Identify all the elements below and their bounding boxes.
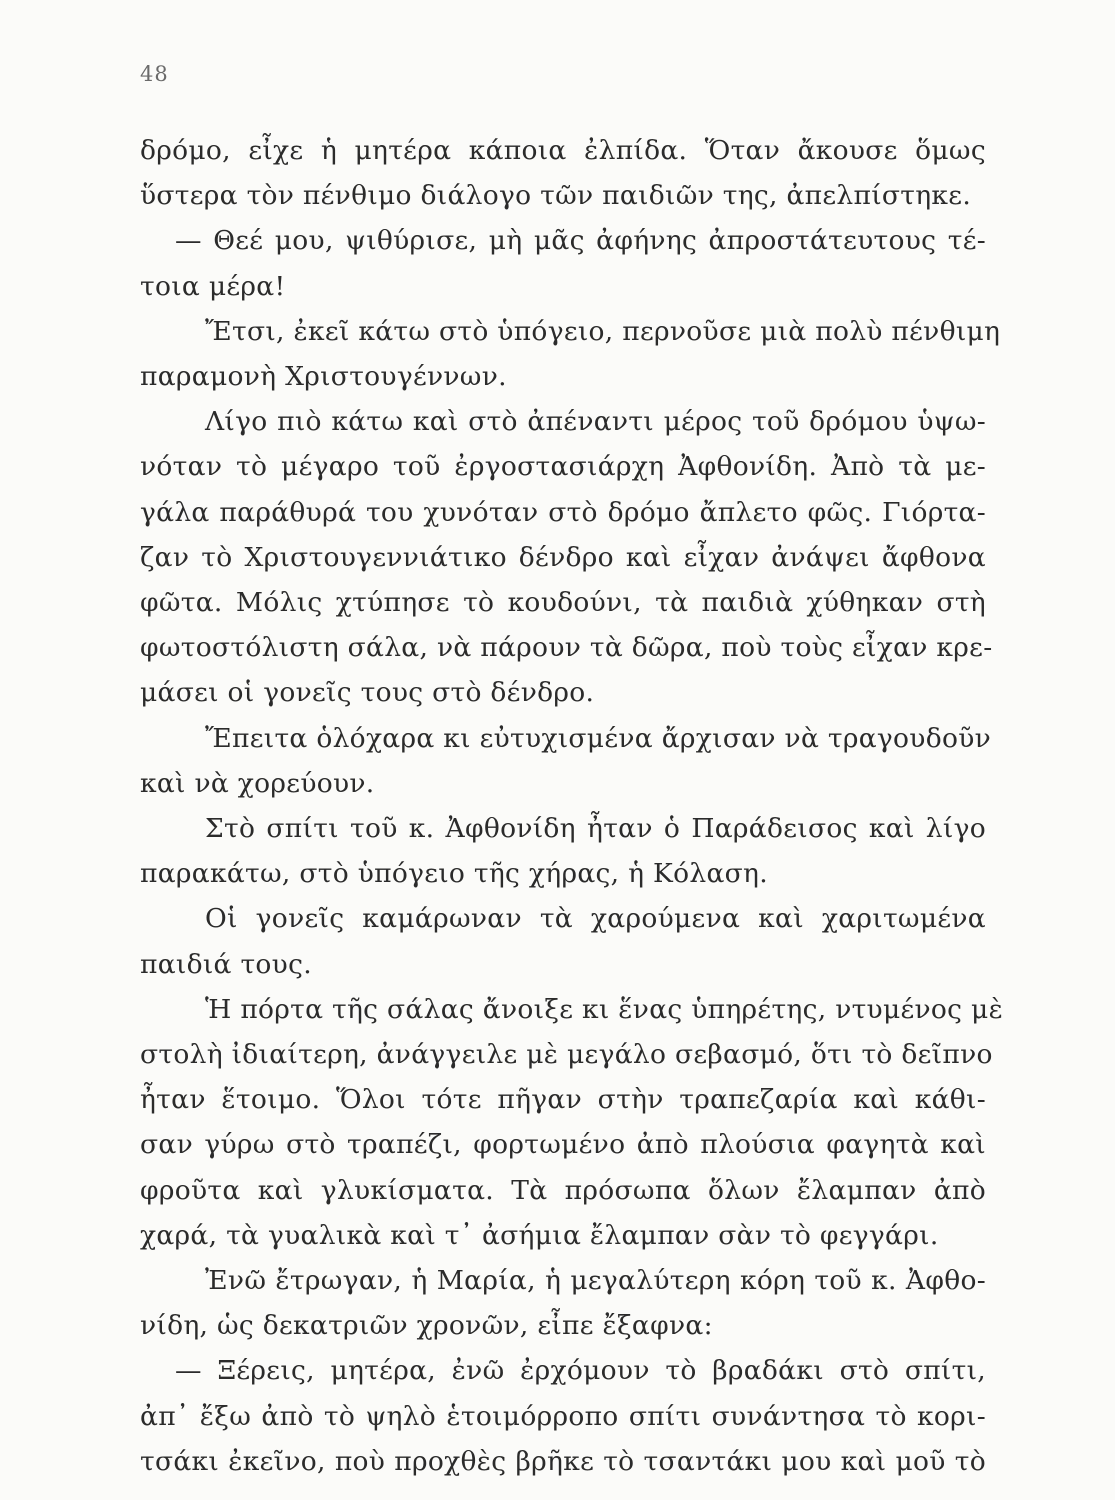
text-line: — Ξέρεις, μητέρα, ἐνῶ ἐρχόμουν τὸ βραδάκι στὸ σπίτι, bbox=[175, 1355, 986, 1387]
text-line: Οἱ γονεῖς καμάρωναν τὰ χαρούμενα καὶ χαριτωμένα bbox=[205, 903, 986, 935]
page-number: 48 bbox=[140, 62, 169, 86]
text-line: ἦταν ἕτοιμο. Ὅλοι τότε πῆγαν στὴν τραπεζαρία καὶ κάθι- bbox=[140, 1084, 986, 1116]
text-line: ζαν τὸ Χριστουγεννιάτικο δένδρο καὶ εἶχαν ἀνάψει ἄφθονα bbox=[140, 541, 986, 573]
text-line: Ἐνῶ ἔτρωγαν, ἡ Μαρία, ἡ μεγαλύτερη κόρη τοῦ κ. Ἀφθο- bbox=[205, 1265, 986, 1296]
text-line: σαν γύρω στὸ τραπέζι, φορτωμένο ἀπὸ πλούσια φαγητὰ καὶ bbox=[140, 1129, 986, 1161]
text-line: Λίγο πιὸ κάτω καὶ στὸ ἀπέναντι μέρος τοῦ δρόμου ὑψω- bbox=[205, 406, 986, 438]
text-line: ἀπ᾽ ἔξω ἀπὸ τὸ ψηλὸ ἑτοιμόρροπο σπίτι συνάντησα τὸ κορι- bbox=[140, 1400, 986, 1432]
text-line: τοια μέρα! bbox=[140, 270, 286, 302]
text-line: — Θεέ μου, ψιθύρισε, μὴ μᾶς ἀφήνης ἀπροστάτευτους τέ- bbox=[175, 225, 986, 257]
text-line: παιδιά τους. bbox=[140, 948, 312, 980]
text-line: μάσει οἱ γονεῖς τους στὸ δένδρο. bbox=[140, 677, 595, 709]
text-line: τσάκι ἐκεῖνο, ποὺ προχθὲς βρῆκε τὸ τσαντάκι μου καὶ μοῦ τὸ bbox=[140, 1445, 986, 1477]
text-line: Ἔτσι, ἐκεῖ κάτω στὸ ὑπόγειο, περνοῦσε μιὰ πολὺ πένθιμη bbox=[205, 315, 1001, 347]
text-line: φροῦτα καὶ γλυκίσματα. Τὰ πρόσωπα ὅλων ἔλαμπαν ἀπὸ bbox=[140, 1174, 986, 1206]
text-line: δρόμο, εἶχε ἡ μητέρα κάποια ἐλπίδα. Ὅταν ἄκουσε ὅμως bbox=[140, 135, 986, 166]
text-line: νίδη, ὡς δεκατριῶν χρονῶν, εἶπε ἔξαφνα: bbox=[140, 1310, 713, 1342]
text-line: παρακάτω, στὸ ὑπόγειο τῆς χήρας, ἡ Κόλαση. bbox=[140, 858, 768, 890]
text-line: καὶ νὰ χορεύουν. bbox=[140, 767, 375, 799]
text-line: νόταν τὸ μέγαρο τοῦ ἐργοστασιάρχη Ἀφθονίδη. Ἀπὸ τὰ με- bbox=[140, 451, 986, 483]
text-line: Ἔπειτα ὁλόχαρα κι εὐτυχισμένα ἄρχισαν νὰ τραγουδοῦν bbox=[205, 722, 992, 754]
text-line: Ἡ πόρτα τῆς σάλας ἄνοιξε κι ἕνας ὑπηρέτης, ντυμένος μὲ bbox=[205, 993, 1004, 1025]
text-line: Στὸ σπίτι τοῦ κ. Ἀφθονίδη ἦταν ὁ Παράδεισος καὶ λίγο bbox=[205, 813, 986, 844]
text-line: φωτοστόλιστη σάλα, νὰ πάρουν τὰ δῶρα, ποὺ τοὺς εἶχαν κρε- bbox=[140, 632, 993, 664]
text-line: φῶτα. Μόλις χτύπησε τὸ κουδούνι, τὰ παιδιὰ χύθηκαν στὴ bbox=[140, 587, 986, 618]
text-line: ὕστερα τὸν πένθιμο διάλογο τῶν παιδιῶν της, ἀπελπίστηκε. bbox=[140, 180, 972, 212]
text-line: γάλα παράθυρά του χυνόταν στὸ δρόμο ἄπλετο φῶς. Γιόρτα- bbox=[140, 496, 986, 528]
text-line: χαρά, τὰ γυαλικὰ καὶ τ᾽ ἀσήμια ἔλαμπαν σὰν τὸ φεγγάρι. bbox=[140, 1219, 939, 1251]
text-line: παραμονὴ Χριστουγέννων. bbox=[140, 361, 507, 392]
text-line: στολὴ ἰδιαίτερη, ἀνάγγειλε μὲ μεγάλο σεβασμό, ὅτι τὸ δεῖπνο bbox=[140, 1039, 993, 1070]
